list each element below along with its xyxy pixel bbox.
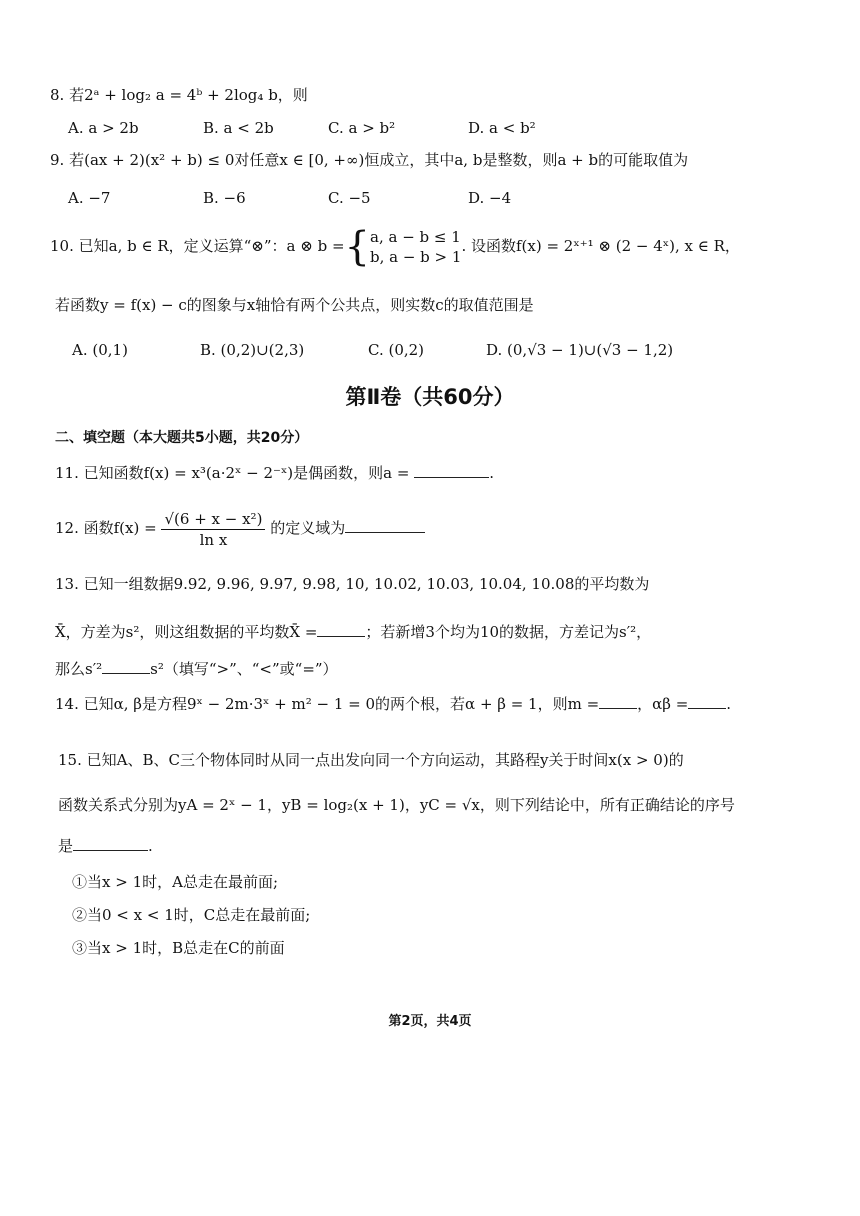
question-10-line2: 若函数y = f(x) − c的图象与x轴恰有两个公共点，则实数c的取值范围是 (55, 296, 534, 314)
question-13-line2: X̄，方差为s²，则这组数据的平均数X̄ = ；若新增3个均为10的数据，方差记为s′²， (55, 623, 652, 641)
q9-option-b: B. −6 (203, 189, 246, 207)
question-8-options (68, 118, 536, 138)
q8-option-b: B. a < 2b (203, 119, 274, 137)
q15-item-1: ①当x > 1时，A总走在最前面; (72, 873, 278, 891)
q13-compare-blank[interactable] (102, 659, 150, 674)
question-13-line1: 13. 已知一组数据9.92, 9.96, 9.97, 9.98, 10, 10.02, 10.03, 10.04, 10.08的平均数为 (55, 575, 650, 593)
q12-numerator: √(6 + x − x²) (161, 509, 265, 530)
section-title: 第Ⅱ卷（共60分） (345, 385, 515, 409)
q14-alphabeta-blank[interactable] (688, 694, 726, 709)
q10-option-a: A. (0,1) (72, 341, 128, 359)
q9-option-a: A. −7 (68, 189, 111, 207)
question-14: 14. 已知α, β是方程9ˣ − 2m·3ˣ + m² − 1 = 0的两个根，若α + β = 1，则m = ，αβ = . (55, 695, 732, 713)
q13-mean-blank[interactable] (317, 622, 365, 637)
question-15-line1: 15. 已知A、B、C三个物体同时从同一点出发向同一个方向运动，其路程y关于时间x(x > 0)的 (58, 751, 684, 769)
question-10-options (72, 340, 673, 360)
question-12: 12. 函数f(x) = $\frac{\text{√(6 + x − x²)}}{\text{ln x}}$ 的定义域为 (55, 506, 425, 550)
question-15-line3: 是 . (58, 837, 153, 855)
q14-m-blank[interactable] (599, 694, 637, 709)
q15-item-2: ②当0 < x < 1时，C总走在最前面; (72, 906, 311, 924)
page-footer: 第2页，共4页 (388, 1014, 472, 1029)
question-9-options (68, 188, 511, 208)
q15-answer-blank[interactable] (73, 836, 148, 851)
q10-option-d: D. (0,√3 − 1)∪(√3 − 1,2) (486, 341, 674, 359)
q8-option-c: C. a > b² (328, 119, 396, 137)
question-9-stem: 9. 若(ax + 2)(x² + b) ≤ 0对任意x ∈ [0, +∞)恒成立，其中a, b是整数，则a + b的可能取值为 (50, 151, 689, 169)
q12-denominator: ln x (199, 530, 228, 549)
question-11: 11. 已知函数f(x) = x³(a·2ˣ − 2⁻ˣ)是偶函数，则a = . (55, 464, 494, 482)
q12-fraction (161, 509, 265, 550)
q10-cases: a, a − b ≤ 1 b, a − b > 1 (370, 228, 462, 266)
question-10-stem: 10. 已知a, b ∈ R，定义运算“⊗”：a ⊗ b ={ a, a − b ≤ 1 b, a − b > 1 . 设函数f(x) = 2ˣ⁺¹ ⊗ (2 − 4ˣ), x ∈ R， (50, 224, 740, 270)
q9-option-d: D. −4 (468, 189, 512, 207)
q12-answer-blank[interactable] (345, 518, 425, 533)
section-heading-fill-in: 二、填空题（本大题共5小题，共20分） (55, 430, 309, 446)
q9-option-c: C. −5 (328, 189, 371, 207)
q11-function: f(x) = x³(a·2ˣ − 2⁻ˣ) (143, 464, 294, 482)
q9-domain: x ∈ [0, +∞) (279, 151, 365, 169)
question-13-line3: 那么s′² s²（填写“>”、“<”或“=”） (55, 660, 338, 678)
q10-operator-definition: a ⊗ b = (286, 237, 345, 255)
q15-item-3: ③当x > 1时，B总走在C的前面 (72, 939, 285, 957)
q8-option-d: D. a < b² (468, 119, 536, 137)
q10-option-b: B. (0,2)∪(2,3) (200, 341, 305, 359)
q8-equation: 2ᵃ + log₂ a = 4ᵇ + 2log₄ b (84, 86, 278, 104)
q9-inequality: (ax + 2)(x² + b) ≤ 0 (84, 151, 235, 169)
q10-option-c: C. (0,2) (368, 341, 425, 359)
q8-option-a: A. a > 2b (68, 119, 139, 137)
q11-answer-blank[interactable] (414, 463, 489, 478)
question-8-stem: 8. 若2ᵃ + log₂ a = 4ᵇ + 2log₄ b，则 (50, 86, 308, 104)
question-15-line2: 函数关系式分别为yA = 2ˣ − 1，yB = log₂(x + 1)，yC = √x，则下列结论中，所有正确结论的序号 (58, 796, 735, 814)
